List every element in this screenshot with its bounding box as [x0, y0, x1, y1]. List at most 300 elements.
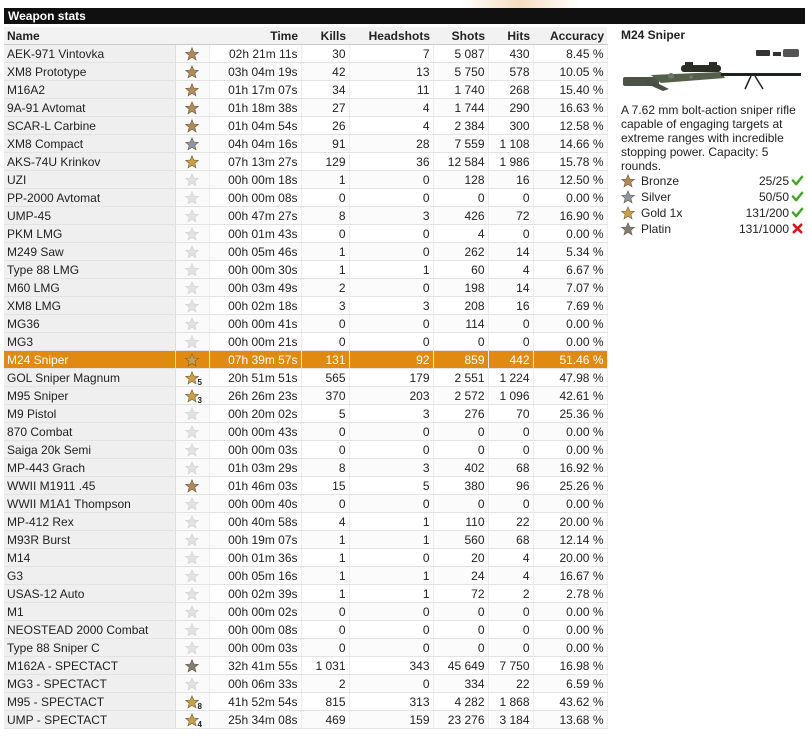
weapon-row[interactable]: [4, 621, 607, 639]
weapon-shots: 4: [433, 225, 488, 243]
weapon-hits: 68: [488, 531, 533, 549]
weapon-row[interactable]: [4, 63, 607, 81]
weapon-stats-table: [4, 27, 608, 729]
rank-cell: [175, 243, 209, 261]
weapon-time: 00h 00m 03s: [209, 639, 301, 657]
check-icon: [791, 190, 804, 203]
weapon-row[interactable]: [4, 657, 607, 675]
weapon-accuracy: 16.63 %: [533, 99, 607, 117]
weapon-headshots: 3: [349, 207, 433, 225]
weapon-time: 26h 26m 23s: [209, 387, 301, 405]
rank-cell: [175, 387, 209, 405]
col-hits[interactable]: Hits: [488, 27, 533, 45]
weapon-row[interactable]: [4, 81, 607, 99]
rank-cell: [175, 585, 209, 603]
weapon-headshots: 203: [349, 387, 433, 405]
weapon-headshots: 0: [349, 549, 433, 567]
weapon-kills: 3: [301, 297, 349, 315]
rank-cell: [175, 369, 209, 387]
weapon-time: 04h 04m 16s: [209, 135, 301, 153]
weapon-name[interactable]: MP-443 Grach: [4, 459, 175, 477]
weapon-name[interactable]: UMP - SPECTACT: [4, 711, 175, 729]
weapon-name[interactable]: WWII M1911 .45: [4, 477, 175, 495]
rank-star-icon: [185, 389, 202, 405]
weapon-hits: 72: [488, 207, 533, 225]
award-row: [621, 189, 804, 205]
weapon-kills: 131: [301, 351, 349, 369]
weapon-row[interactable]: [4, 153, 607, 171]
weapon-kills: 1: [301, 585, 349, 603]
cross-icon: [791, 222, 804, 235]
rank-star-icon: [185, 209, 199, 223]
weapon-name[interactable]: G3: [4, 567, 175, 585]
col-shots[interactable]: Shots: [433, 27, 488, 45]
weapon-name[interactable]: M95 - SPECTACT: [4, 693, 175, 711]
weapon-accuracy: 16.67 %: [533, 567, 607, 585]
col-accuracy[interactable]: Accuracy: [533, 27, 607, 45]
weapon-kills: 30: [301, 45, 349, 63]
weapon-shots: 24: [433, 567, 488, 585]
weapon-name[interactable]: Saiga 20k Semi: [4, 441, 175, 459]
weapon-kills: 0: [301, 603, 349, 621]
weapon-row[interactable]: [4, 495, 607, 513]
award-name: Platin: [641, 222, 672, 236]
weapon-row[interactable]: [4, 405, 607, 423]
weapon-kills: 1: [301, 567, 349, 585]
weapon-headshots: 0: [349, 279, 433, 297]
weapon-row[interactable]: [4, 531, 607, 549]
award-progress: 50/50: [758, 190, 789, 204]
weapon-kills: 1: [301, 549, 349, 567]
weapon-kills: 27: [301, 99, 349, 117]
weapon-name[interactable]: M162A - SPECTACT: [4, 657, 175, 675]
weapon-name[interactable]: Type 88 LMG: [4, 261, 175, 279]
weapon-row[interactable]: [4, 351, 607, 369]
weapon-headshots: 7: [349, 45, 433, 63]
weapon-name[interactable]: M24 Sniper: [4, 351, 175, 369]
weapon-time: 32h 41m 55s: [209, 657, 301, 675]
award-progress: 25/25: [758, 174, 789, 188]
rank-cell: [175, 351, 209, 369]
rank-level: 8: [197, 701, 202, 711]
col-time[interactable]: Time: [209, 27, 301, 45]
weapon-headshots: 159: [349, 711, 433, 729]
weapon-accuracy: 25.36 %: [533, 405, 607, 423]
weapon-row[interactable]: [4, 711, 607, 729]
weapon-kills: 370: [301, 387, 349, 405]
weapon-headshots: 3: [349, 459, 433, 477]
rank-cell: [175, 405, 209, 423]
weapon-name[interactable]: AEK-971 Vintovka: [4, 45, 175, 63]
weapon-accuracy: 0.00 %: [533, 225, 607, 243]
check-icon: [791, 174, 804, 187]
weapon-shots: 380: [433, 477, 488, 495]
weapon-hits: 7 750: [488, 657, 533, 675]
col-rank: [175, 27, 209, 45]
weapon-row[interactable]: [4, 441, 607, 459]
weapon-accuracy: 0.00 %: [533, 621, 607, 639]
weapon-name[interactable]: M60 LMG: [4, 279, 175, 297]
weapon-kills: 8: [301, 207, 349, 225]
weapon-hits: 14: [488, 243, 533, 261]
weapon-name[interactable]: MG36: [4, 315, 175, 333]
weapon-name[interactable]: WWII M1A1 Thompson: [4, 495, 175, 513]
rank-star-icon: [185, 83, 199, 97]
award-star-icon: [621, 206, 635, 220]
rank-cell: [175, 567, 209, 585]
rank-star-icon: [185, 425, 199, 439]
weapon-time: 00h 01m 43s: [209, 225, 301, 243]
weapon-kills: 0: [301, 621, 349, 639]
rank-star-icon: [185, 281, 199, 295]
weapon-shots: 2 384: [433, 117, 488, 135]
weapon-headshots: 0: [349, 495, 433, 513]
rank-star-icon: [185, 245, 199, 259]
weapon-shots: 20: [433, 549, 488, 567]
weapon-row[interactable]: [4, 117, 607, 135]
weapon-name[interactable]: M14: [4, 549, 175, 567]
weapon-row[interactable]: [4, 45, 607, 63]
weapon-row[interactable]: [4, 135, 607, 153]
weapon-headshots: 0: [349, 441, 433, 459]
weapon-row[interactable]: [4, 279, 607, 297]
weapon-row[interactable]: [4, 207, 607, 225]
weapon-accuracy: 16.90 %: [533, 207, 607, 225]
rank-cell: [175, 549, 209, 567]
rank-star-icon: [185, 479, 199, 493]
weapon-time: 00h 00m 18s: [209, 171, 301, 189]
weapon-row[interactable]: [4, 261, 607, 279]
rank-star-icon: [185, 515, 199, 529]
award-progress: 131/1000: [738, 222, 789, 236]
table-header: [4, 27, 607, 45]
rank-cell: [175, 189, 209, 207]
weapon-hits: 290: [488, 99, 533, 117]
rank-star-icon: [185, 155, 199, 169]
weapon-time: 03h 04m 19s: [209, 63, 301, 81]
weapon-row[interactable]: [4, 693, 607, 711]
weapon-time: 00h 03m 49s: [209, 279, 301, 297]
weapon-shots: 5 750: [433, 63, 488, 81]
weapon-time: 01h 03m 29s: [209, 459, 301, 477]
weapon-name[interactable]: XM8 LMG: [4, 297, 175, 315]
rank-cell: [175, 45, 209, 63]
weapon-shots: 426: [433, 207, 488, 225]
rank-level: 5: [197, 377, 202, 387]
weapon-name[interactable]: M93R Burst: [4, 531, 175, 549]
weapon-time: 00h 01m 36s: [209, 549, 301, 567]
weapon-shots: 560: [433, 531, 488, 549]
weapon-hits: 0: [488, 189, 533, 207]
col-headshots[interactable]: Headshots: [349, 27, 433, 45]
weapon-shots: 262: [433, 243, 488, 261]
weapon-shots: 23 276: [433, 711, 488, 729]
rank-star-icon: [185, 443, 199, 457]
weapon-accuracy: 8.45 %: [533, 45, 607, 63]
weapon-shots: 402: [433, 459, 488, 477]
rank-cell: [175, 261, 209, 279]
rank-cell: [175, 63, 209, 81]
award-row: [621, 221, 804, 237]
weapon-accuracy: 0.00 %: [533, 423, 607, 441]
weapon-hits: 70: [488, 405, 533, 423]
weapon-headshots: 36: [349, 153, 433, 171]
weapon-kills: 0: [301, 225, 349, 243]
weapon-kills: 565: [301, 369, 349, 387]
weapon-hits: 2: [488, 585, 533, 603]
weapon-time: 41h 52m 54s: [209, 693, 301, 711]
weapon-kills: 129: [301, 153, 349, 171]
weapon-row[interactable]: [4, 639, 607, 657]
weapon-shots: 208: [433, 297, 488, 315]
weapon-accuracy: 47.98 %: [533, 369, 607, 387]
weapon-time: 00h 00m 40s: [209, 495, 301, 513]
detail-title: M24 Sniper: [621, 28, 686, 42]
rank-star-icon: [185, 299, 199, 313]
rank-cell: [175, 513, 209, 531]
award-star-icon: [621, 174, 635, 188]
weapon-name[interactable]: M9 Pistol: [4, 405, 175, 423]
weapon-name[interactable]: M95 Sniper: [4, 387, 175, 405]
weapon-accuracy: 10.05 %: [533, 63, 607, 81]
weapon-shots: 7 559: [433, 135, 488, 153]
weapon-headshots: 1: [349, 261, 433, 279]
weapon-row[interactable]: [4, 99, 607, 117]
weapon-time: 00h 40m 58s: [209, 513, 301, 531]
col-name[interactable]: Name: [4, 27, 175, 45]
rank-cell: [175, 135, 209, 153]
weapon-row[interactable]: [4, 369, 607, 387]
weapon-row[interactable]: [4, 675, 607, 693]
rank-cell: [175, 423, 209, 441]
weapon-kills: 0: [301, 441, 349, 459]
weapon-row[interactable]: [4, 477, 607, 495]
rank-cell: [175, 657, 209, 675]
rank-cell: [175, 603, 209, 621]
rank-star-icon: [185, 713, 202, 729]
col-kills[interactable]: Kills: [301, 27, 349, 45]
weapon-shots: 0: [433, 333, 488, 351]
weapon-headshots: 92: [349, 351, 433, 369]
rank-star-icon: [185, 371, 202, 387]
weapon-accuracy: 0.00 %: [533, 189, 607, 207]
weapon-headshots: 5: [349, 477, 433, 495]
weapon-row[interactable]: [4, 315, 607, 333]
rank-cell: [175, 333, 209, 351]
weapon-accuracy: 14.66 %: [533, 135, 607, 153]
weapon-row[interactable]: [4, 225, 607, 243]
weapon-name[interactable]: PP-2000 Avtomat: [4, 189, 175, 207]
award-row: [621, 173, 804, 189]
rank-star-icon: [185, 137, 199, 151]
weapon-time: 00h 19m 07s: [209, 531, 301, 549]
rank-star-icon: [185, 641, 199, 655]
weapon-accuracy: 20.00 %: [533, 549, 607, 567]
weapon-headshots: 4: [349, 99, 433, 117]
weapon-hits: 4: [488, 549, 533, 567]
weapon-kills: 5: [301, 405, 349, 423]
weapon-row[interactable]: [4, 585, 607, 603]
weapon-time: 20h 51m 51s: [209, 369, 301, 387]
weapon-kills: 0: [301, 333, 349, 351]
weapon-shots: 72: [433, 585, 488, 603]
weapon-hits: 1 108: [488, 135, 533, 153]
weapon-headshots: 0: [349, 225, 433, 243]
weapon-accuracy: 51.46 %: [533, 351, 607, 369]
weapon-row[interactable]: [4, 297, 607, 315]
weapon-name[interactable]: UZI: [4, 171, 175, 189]
weapon-kills: 1: [301, 243, 349, 261]
rank-cell: [175, 279, 209, 297]
weapon-time: 01h 04m 54s: [209, 117, 301, 135]
weapon-accuracy: 2.78 %: [533, 585, 607, 603]
rank-level: 4: [197, 719, 202, 729]
rank-cell: [175, 477, 209, 495]
weapon-kills: 1 031: [301, 657, 349, 675]
weapon-name[interactable]: MG3: [4, 333, 175, 351]
weapon-name[interactable]: 870 Combat: [4, 423, 175, 441]
rank-cell: [175, 315, 209, 333]
weapon-time: 00h 05m 46s: [209, 243, 301, 261]
weapon-accuracy: 12.50 %: [533, 171, 607, 189]
weapon-hits: 1 224: [488, 369, 533, 387]
weapon-name[interactable]: MG3 - SPECTACT: [4, 675, 175, 693]
weapon-hits: 578: [488, 63, 533, 81]
weapon-headshots: 3: [349, 405, 433, 423]
weapon-name[interactable]: PKM LMG: [4, 225, 175, 243]
rank-star-icon: [185, 623, 199, 637]
weapon-name[interactable]: USAS-12 Auto: [4, 585, 175, 603]
weapon-time: 00h 06m 33s: [209, 675, 301, 693]
weapon-shots: 5 087: [433, 45, 488, 63]
weapon-row[interactable]: [4, 189, 607, 207]
weapon-headshots: 0: [349, 639, 433, 657]
weapon-row[interactable]: [4, 513, 607, 531]
rank-cell: [175, 441, 209, 459]
weapon-shots: 1 740: [433, 81, 488, 99]
rank-star-icon: [185, 335, 199, 349]
weapon-name[interactable]: M1: [4, 603, 175, 621]
weapon-row[interactable]: [4, 567, 607, 585]
weapon-headshots: 343: [349, 657, 433, 675]
weapon-row[interactable]: [4, 171, 607, 189]
weapon-name[interactable]: UMP-45: [4, 207, 175, 225]
weapon-kills: 4: [301, 513, 349, 531]
weapon-shots: 128: [433, 171, 488, 189]
weapon-accuracy: 13.68 %: [533, 711, 607, 729]
weapon-shots: 1 744: [433, 99, 488, 117]
weapon-name[interactable]: XM8 Compact: [4, 135, 175, 153]
weapon-time: 00h 00m 08s: [209, 189, 301, 207]
panel-title: Weapon stats: [4, 8, 805, 24]
weapon-name[interactable]: GOL Sniper Magnum: [4, 369, 175, 387]
weapon-shots: 334: [433, 675, 488, 693]
rank-star-icon: [185, 407, 199, 421]
weapon-headshots: 179: [349, 369, 433, 387]
rank-cell: [175, 711, 209, 729]
weapon-time: 00h 00m 21s: [209, 333, 301, 351]
weapon-row[interactable]: [4, 549, 607, 567]
weapon-kills: 0: [301, 495, 349, 513]
weapon-name[interactable]: MP-412 Rex: [4, 513, 175, 531]
weapon-kills: 42: [301, 63, 349, 81]
weapon-headshots: 1: [349, 513, 433, 531]
weapon-hits: 96: [488, 477, 533, 495]
weapon-name[interactable]: M249 Saw: [4, 243, 175, 261]
weapon-kills: 1: [301, 261, 349, 279]
weapon-shots: 0: [433, 423, 488, 441]
award-name: Silver: [641, 190, 672, 204]
weapon-hits: 0: [488, 621, 533, 639]
weapon-hits: 0: [488, 603, 533, 621]
weapon-name[interactable]: XM8 Prototype: [4, 63, 175, 81]
weapon-accuracy: 16.92 %: [533, 459, 607, 477]
weapon-name[interactable]: NEOSTEAD 2000 Combat: [4, 621, 175, 639]
weapon-detail-panel: [621, 28, 804, 237]
weapon-row[interactable]: [4, 459, 607, 477]
weapon-accuracy: 6.67 %: [533, 261, 607, 279]
rank-cell: [175, 495, 209, 513]
weapon-accuracy: 5.34 %: [533, 243, 607, 261]
weapon-row[interactable]: [4, 603, 607, 621]
rank-cell: [175, 207, 209, 225]
rifle-image: [621, 45, 804, 97]
weapon-time: 25h 34m 08s: [209, 711, 301, 729]
weapon-time: 02h 21m 11s: [209, 45, 301, 63]
weapon-row[interactable]: [4, 423, 607, 441]
weapon-kills: 1: [301, 171, 349, 189]
weapon-shots: 0: [433, 495, 488, 513]
weapon-name[interactable]: 9A-91 Avtomat: [4, 99, 175, 117]
weapon-headshots: 0: [349, 621, 433, 639]
weapon-hits: 0: [488, 315, 533, 333]
weapon-hits: 1 096: [488, 387, 533, 405]
rank-cell: [175, 639, 209, 657]
weapon-name[interactable]: M16A2: [4, 81, 175, 99]
weapon-name[interactable]: Type 88 Sniper C: [4, 639, 175, 657]
weapon-kills: 2: [301, 675, 349, 693]
weapon-row[interactable]: [4, 333, 607, 351]
weapon-kills: 469: [301, 711, 349, 729]
weapon-accuracy: 12.14 %: [533, 531, 607, 549]
weapon-shots: 0: [433, 603, 488, 621]
weapon-kills: 1: [301, 531, 349, 549]
weapon-shots: 4 282: [433, 693, 488, 711]
weapon-time: 00h 00m 02s: [209, 603, 301, 621]
weapon-hits: 22: [488, 513, 533, 531]
weapon-row[interactable]: [4, 387, 607, 405]
weapon-hits: 442: [488, 351, 533, 369]
weapon-hits: 0: [488, 423, 533, 441]
weapon-accuracy: 15.78 %: [533, 153, 607, 171]
weapon-accuracy: 12.58 %: [533, 117, 607, 135]
weapon-kills: 2: [301, 279, 349, 297]
weapon-hits: 0: [488, 495, 533, 513]
weapon-time: 07h 39m 57s: [209, 351, 301, 369]
weapon-kills: 34: [301, 81, 349, 99]
weapon-row[interactable]: [4, 243, 607, 261]
weapon-headshots: 1: [349, 531, 433, 549]
weapon-headshots: 0: [349, 243, 433, 261]
rank-star-icon: [185, 227, 199, 241]
weapon-name[interactable]: AKS-74U Krinkov: [4, 153, 175, 171]
award-list: [621, 173, 804, 237]
weapon-headshots: 13: [349, 63, 433, 81]
weapon-time: 00h 47m 27s: [209, 207, 301, 225]
rank-cell: [175, 153, 209, 171]
weapon-hits: 3 184: [488, 711, 533, 729]
weapon-name[interactable]: SCAR-L Carbine: [4, 117, 175, 135]
